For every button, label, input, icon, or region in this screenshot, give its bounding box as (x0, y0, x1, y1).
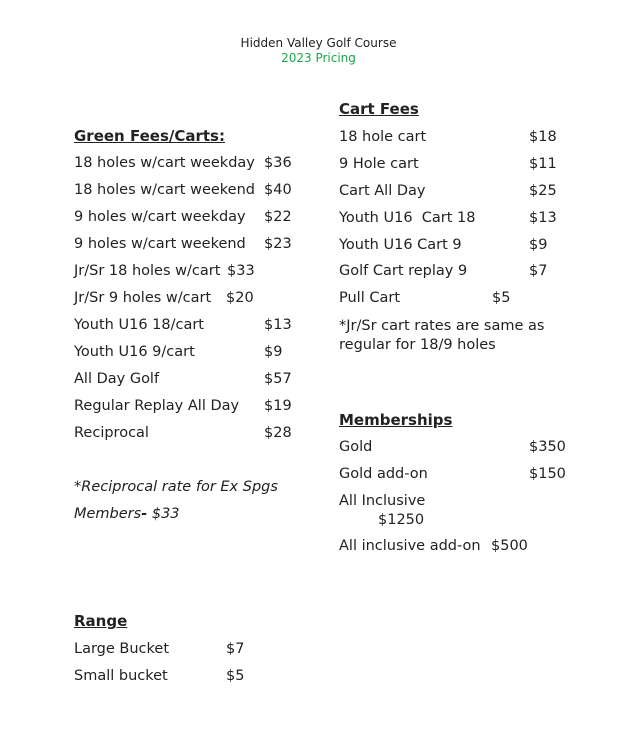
page-title: Hidden Valley Golf Course (240, 36, 397, 50)
green-fee-price: $13 (264, 317, 292, 333)
membership-label: Gold add-on (339, 466, 428, 482)
cart-fee-label: Youth U16 Cart 18 (339, 210, 476, 226)
range-label: Large Bucket (74, 641, 170, 657)
membership-label: All Inclusive (339, 493, 426, 509)
page-subtitle: 2023 Pricing (281, 51, 356, 65)
green-fee-label: Jr/Sr 18 holes w/cart (74, 263, 221, 279)
green-fee-label: Youth U16 9/cart (74, 344, 195, 360)
cart-fee-label: Pull Cart (339, 290, 401, 306)
reciprocal-note-dash: - (141, 506, 148, 522)
green-fee-price: $22 (264, 209, 292, 225)
reciprocal-note-price: $33 (147, 506, 180, 522)
green-fee-label: 18 holes w/cart weekend (74, 182, 255, 198)
green-fee-label: 9 holes w/cart weekend (74, 236, 246, 252)
cart-fee-price: $18 (529, 129, 557, 145)
green-fee-label: Jr/Sr 9 holes w/cart (74, 290, 212, 306)
cart-fee-price: $7 (529, 263, 548, 279)
cart-fee-label: Golf Cart replay 9 (339, 263, 468, 279)
green-fee-label: 9 holes w/cart weekday (74, 209, 246, 225)
green-fee-label: Reciprocal (74, 425, 149, 441)
membership-price: $1250 (378, 512, 425, 528)
memberships-heading: Memberships (339, 411, 453, 429)
membership-label: All inclusive add-on (339, 538, 481, 554)
reciprocal-note-line2 (74, 504, 180, 524)
cart-fee-label: 9 Hole cart (339, 156, 419, 172)
cart-fee-price: $11 (529, 156, 557, 172)
range-price: $5 (226, 668, 245, 684)
cart-fee-label: Youth U16 Cart 9 (339, 237, 462, 253)
green-fee-price: $36 (264, 155, 292, 171)
green-fee-price: $28 (264, 425, 292, 441)
cart-fee-price: $9 (529, 237, 548, 253)
green-fee-label: Youth U16 18/cart (74, 317, 204, 333)
green-fee-price: $9 (264, 344, 283, 360)
green-fee-label: 18 holes w/cart weekday (74, 155, 255, 171)
green-fee-price: $20 (226, 290, 254, 306)
reciprocal-note-members: Members (74, 506, 142, 522)
cart-fees-heading: Cart Fees (339, 100, 419, 118)
green-fee-label: Regular Replay All Day (74, 398, 240, 414)
membership-price: $150 (529, 466, 566, 482)
membership-row (339, 491, 579, 531)
cart-fee-price: $25 (529, 183, 557, 199)
range-label: Small bucket (74, 668, 168, 684)
cart-fee-label: 18 hole cart (339, 129, 427, 145)
range-heading: Range (74, 612, 128, 630)
cart-note-line1: *Jr/Sr cart rates are same as (339, 318, 545, 334)
membership-price: $500 (491, 538, 528, 554)
cart-fee-price: $13 (529, 210, 557, 226)
cart-fee-price: $5 (492, 290, 511, 306)
green-fees-heading: Green Fees/Carts: (74, 127, 225, 145)
range-price: $7 (226, 641, 245, 657)
green-fee-price: $57 (264, 371, 292, 387)
green-fee-label: All Day Golf (74, 371, 160, 387)
green-fee-price: $19 (264, 398, 292, 414)
membership-label: Gold (339, 439, 373, 455)
membership-price: $350 (529, 439, 566, 455)
green-fee-price: $23 (264, 236, 292, 252)
green-fee-price: $33 (227, 263, 255, 279)
cart-note-line2: regular for 18/9 holes (339, 337, 496, 353)
cart-fee-label: Cart All Day (339, 183, 426, 199)
reciprocal-note-line1: *Reciprocal rate for Ex Spgs (74, 479, 278, 495)
green-fee-price: $40 (264, 182, 292, 198)
